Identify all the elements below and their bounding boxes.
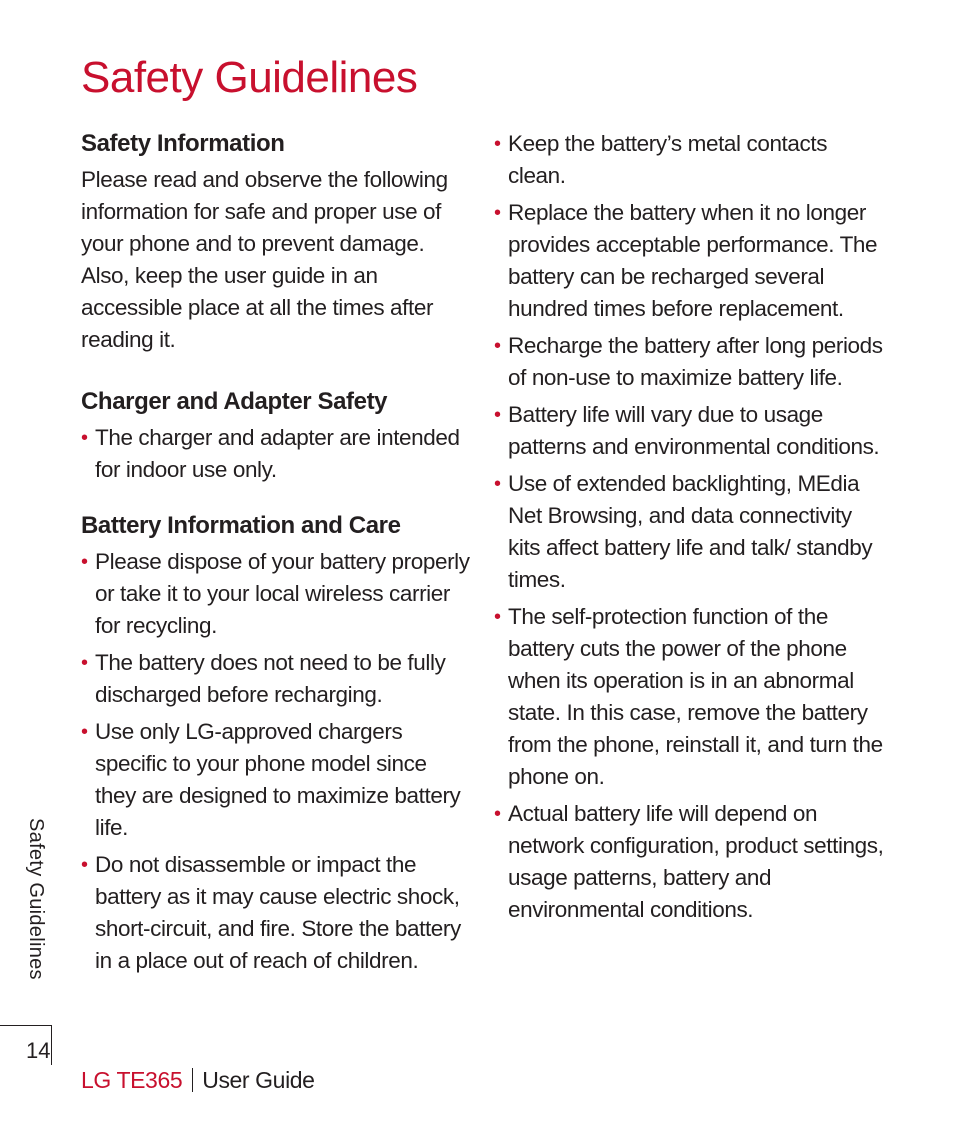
- footer-separator: [192, 1068, 193, 1092]
- side-divider: [0, 1025, 52, 1026]
- bullet-icon: •: [494, 404, 501, 426]
- list-item: [494, 197, 886, 325]
- list-item: [494, 399, 886, 463]
- battery-bullet-list-right: [494, 128, 886, 926]
- list-item-text: The charger and adapter are intended for indoor use only.: [95, 425, 460, 482]
- bullet-icon: •: [494, 473, 501, 495]
- side-section-label: Safety Guidelines: [25, 818, 47, 980]
- section-heading-battery-information-care: Battery Information and Care: [81, 512, 401, 539]
- bullet-icon: •: [494, 606, 501, 628]
- list-item: [81, 546, 473, 642]
- section-safety-information: [81, 128, 473, 356]
- list-item: [494, 468, 886, 596]
- safety-information-text: Please read and observe the following information for safe and proper use of your phone and to prevent damage. Also, keep the user guide in an accessible place at all the times after reading it.: [81, 167, 448, 352]
- list-item: [494, 330, 886, 394]
- list-item-text: Please dispose of your battery properly or take it to your local wireless carrier for recycling.: [95, 549, 470, 638]
- bullet-icon: •: [81, 427, 88, 449]
- page-title: Safety Guidelines: [81, 53, 418, 102]
- footer-document-name: User Guide: [202, 1067, 315, 1093]
- list-item-text: Recharge the battery after long periods of non-use to maximize battery life.: [508, 333, 883, 390]
- list-item-text: The self-protection function of the battery cuts the power of the phone when its operation is in an abnormal state. In this case, remove the battery from the phone, reinstall it, and turn the phone on.: [508, 604, 883, 789]
- list-item-text: Actual battery life will depend on network configuration, product settings, usage patterns, battery and environmental conditions.: [508, 801, 884, 922]
- left-column: [81, 128, 473, 1007]
- list-item-text: The battery does not need to be fully discharged before recharging.: [95, 650, 446, 707]
- section-heading-safety-information: Safety Information: [81, 130, 285, 157]
- list-item: [81, 849, 473, 977]
- right-column: [494, 128, 886, 931]
- section-heading-charger-adapter-safety: Charger and Adapter Safety: [81, 388, 388, 415]
- list-item-text: Use only LG-approved chargers specific to your phone model since they are designed to maximize battery life.: [95, 719, 461, 840]
- bullet-icon: •: [81, 721, 88, 743]
- list-item-text: Replace the battery when it no longer provides acceptable performance. The battery can be recharged several hundred times before replacement.: [508, 200, 878, 321]
- bullet-icon: •: [494, 133, 501, 155]
- list-item: [81, 716, 473, 844]
- list-item: [81, 422, 473, 486]
- bullet-icon: •: [494, 202, 501, 224]
- bullet-icon: •: [81, 551, 88, 573]
- list-item-text: Use of extended backlighting, MEdia Net Browsing, and data connectivity kits affect battery life and talk/ standby times.: [508, 471, 873, 592]
- bullet-icon: •: [494, 803, 501, 825]
- list-item-text: Battery life will vary due to usage patterns and environmental conditions.: [508, 402, 880, 459]
- list-item: [494, 601, 886, 793]
- list-item-text: Keep the battery’s metal contacts clean.: [508, 131, 828, 188]
- section-charger-adapter-safety: [81, 386, 473, 486]
- bullet-icon: •: [81, 854, 88, 876]
- bullet-icon: •: [81, 652, 88, 674]
- battery-bullet-list-left: [81, 546, 473, 977]
- list-item: [494, 128, 886, 192]
- list-item: [494, 798, 886, 926]
- section-battery-information-care: [81, 510, 473, 977]
- charger-bullet-list: [81, 422, 473, 486]
- side-divider-vertical: [51, 1025, 52, 1065]
- bullet-icon: •: [494, 335, 501, 357]
- list-item-text: Do not disassemble or impact the battery as it may cause electric shock, short-circuit, and fire. Store the battery in a place out of reach of children.: [95, 852, 461, 973]
- page-number: 14: [26, 1038, 51, 1063]
- footer-model-name: LG TE365: [81, 1067, 183, 1093]
- list-item: [81, 647, 473, 711]
- footer: [81, 1064, 315, 1096]
